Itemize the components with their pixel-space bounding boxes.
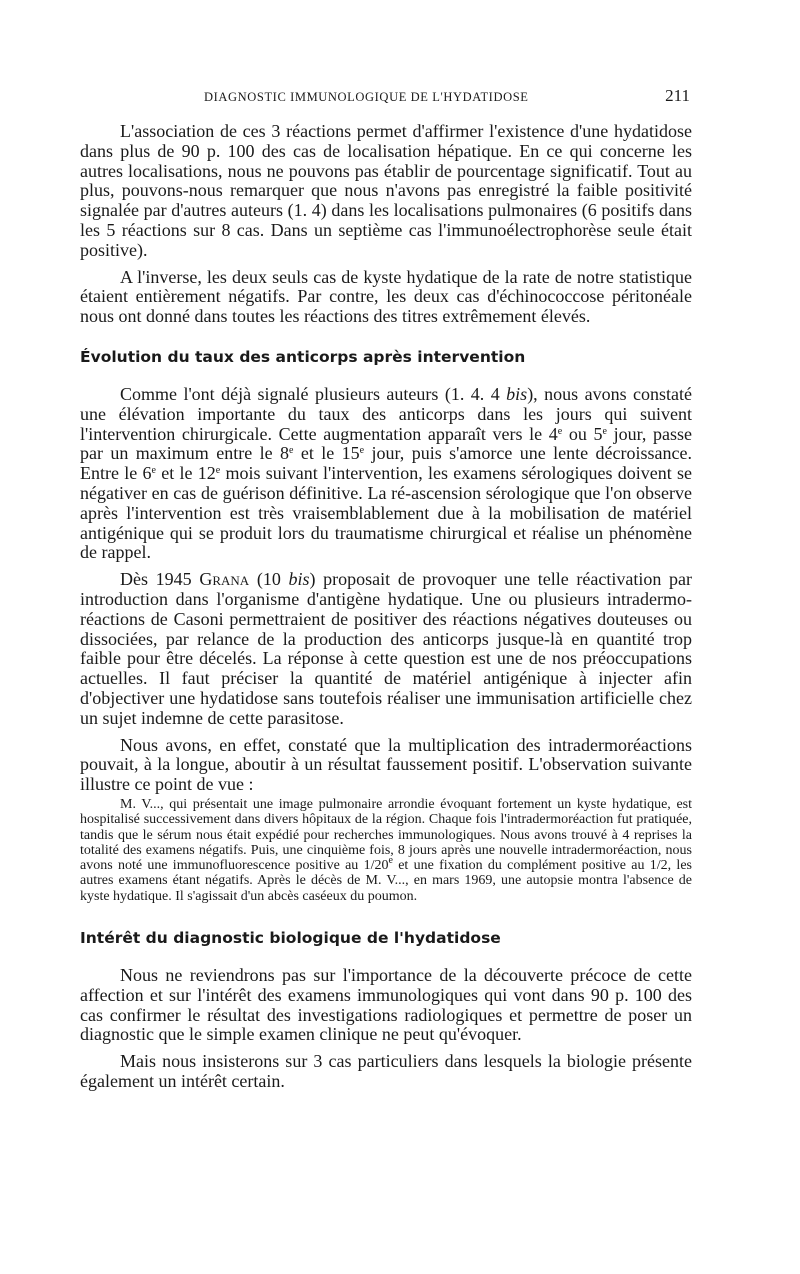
text-run: mois suivant l'intervention, les examens sérologiques doivent se négativer en cas de guérison définitive. La ré-ascension sérologique que l'on observe après l'intervention est très vraisemblablement due à la mobilisation de matériel antigénique qui se produit lors du traumatisme chirurgical et réalise un phénomène de rappel. xyxy=(80,463,692,563)
text-run: et le 12 xyxy=(155,463,216,484)
author-name: Grana xyxy=(199,569,250,590)
paragraph: Nous ne reviendrons pas sur l'importance de la découverte précoce de cette affection et sur l'intérêt des examens immunologiques qui vont dans 90 p. 100 des cas confirmer le résultat des investigations radiologiques et permettre de poser un diagnostic que le simple examen clinique ne peut qu'évoquer. xyxy=(80,964,692,1045)
paragraph xyxy=(80,385,692,563)
text-run: Comme l'ont déjà signalé plusieurs auteurs (1. 4. 4 xyxy=(120,383,507,404)
superscript: e xyxy=(215,465,221,477)
text-run: et le 15 xyxy=(293,443,360,464)
text-run: M. V..., qui présentait une image pulmonaire arrondie évoquant fortement un kyste hydatique, est hospitalisé successivement dans divers hôpitaux de la région. Chaque fois l'intradermoréaction fut pratiquée, tandis que le sérum nous était expédié pour recherches immunologiques. Nous avons trouvé à 4 reprises la totalité des examens négatifs. Puis, une cinquième fois, 8 jours après une nouvelle intradermoréaction, nous avons noté une immunofluorescence positive au 1/20 xyxy=(80,796,692,874)
paragraph: Mais nous insisterons sur 3 cas particuliers dans lesquels la biologie présente également un intérêt certain. xyxy=(80,1051,692,1091)
section-heading: Intérêt du diagnostic biologique de l'hydatidose xyxy=(80,928,501,947)
text-run: ) proposait de provoquer une telle réactivation par introduction dans l'organisme d'antigène hydatique. Une ou plusieurs intradermo-réactions de Casoni permettraient de positiver des réactions négatives douteuses ou dissociées, par relance de la production des anticorps jusque-là en quantité trop faible pour être décelés. La réponse à cette question est une de nos préoccupations actuelles. Il faut préciser la quantité de matériel antigénique à injecter afin d'objectiver une hydatidose sans toutefois réaliser une immunisation artificielle chez un sujet indemne de cette parasitose. xyxy=(80,569,692,728)
section-heading: Évolution du taux des anticorps après intervention xyxy=(80,347,526,366)
text-run: Dès 1945 xyxy=(120,569,200,590)
superscript: e xyxy=(359,445,365,457)
superscript: e xyxy=(151,465,156,477)
text-run: ), nous avons constaté une élévation importante du taux des anticorps dans les jours qui suivent l'intervention chirurgicale. Cette augmentation apparaît vers le 4 xyxy=(80,383,692,444)
paragraph xyxy=(80,570,692,728)
superscript: e xyxy=(557,425,563,437)
running-title: DIAGNOSTIC IMMUNOLOGIQUE DE L'HYDATIDOSE xyxy=(204,90,529,104)
superscript: e xyxy=(388,855,393,867)
text-run: ou 5 xyxy=(562,423,603,444)
text-run: jour, puis s'amorce une lente décroissance. Entre le 6 xyxy=(80,443,692,484)
text-run: jour, passe par un maximum entre le 8 xyxy=(80,423,693,464)
italic-text: bis xyxy=(288,569,310,590)
paragraph: A l'inverse, les deux seuls cas de kyste hydatique de la rate de notre statistique étaient entièrement négatifs. Par contre, les deux cas d'échinococcose péritonéale nous ont donné dans toutes les réactions des titres extrêmement élevés. xyxy=(80,266,692,327)
superscript: e xyxy=(602,425,607,437)
superscript: e xyxy=(289,445,294,457)
paragraph: Nous avons, en effet, constaté que la multiplication des intradermoréactions pouvait, à la longue, aboutir à un résultat faussement positif. L'observation suivante illustre ce point de vue : xyxy=(80,734,692,795)
text-run: et une fixation du complément positive au 1/2, les autres examens étant négatifs. Après le décès de M. V..., en mars 1969, une autopsie montra l'absence de kyste hydatique. Il s'agissait d'un abcès caséeux du poumon. xyxy=(80,858,692,904)
body-text xyxy=(80,122,692,1099)
page-header xyxy=(80,86,720,112)
italic-text: bis xyxy=(506,383,528,404)
page-number: 211 xyxy=(665,86,690,105)
paragraph: L'association de ces 3 réactions permet d'affirmer l'existence d'une hydatidose dans plus de 90 p. 100 des cas de localisation hépatique. En ce qui concerne les autres localisations, nous ne pouvons pas établir de pourcentage significatif. Tout au plus, pouvons-nous remarquer que nous n'avons pas enregistré la faible positivité signalée par d'autres auteurs (1. 4) dans les localisations pulmonaires (6 positifs dans les 5 réactions sur 8 cas. Dans un septième cas l'immunoélectrophorèse seule était positive). xyxy=(80,121,692,260)
text-run: (10 xyxy=(249,569,289,590)
observation-note xyxy=(80,797,692,904)
